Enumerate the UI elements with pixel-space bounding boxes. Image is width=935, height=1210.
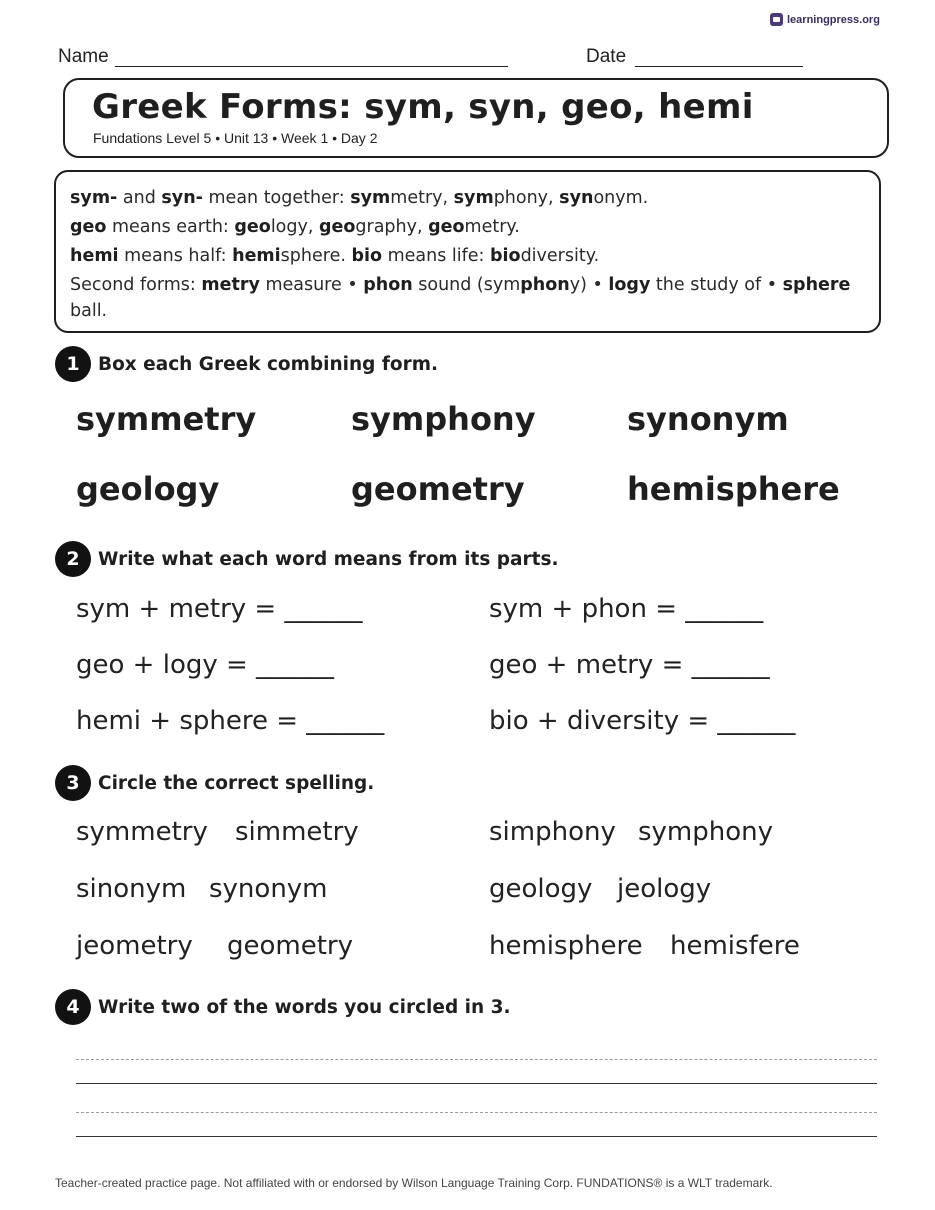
brand-link[interactable]	[770, 13, 880, 26]
info-line-hemi-bio: hemi means half: hemisphere. bio means life: biodiversity.	[70, 246, 600, 266]
spelling-option[interactable]: jeology	[617, 874, 712, 904]
section-2-heading	[55, 541, 559, 577]
spelling-option[interactable]: geometry	[227, 931, 354, 961]
spelling-option[interactable]: geology	[489, 874, 593, 904]
section-4-heading	[55, 989, 510, 1025]
box-word[interactable]: geology	[76, 470, 220, 508]
box-word[interactable]: hemisphere	[627, 470, 840, 508]
spelling-option[interactable]: symphony	[638, 817, 774, 847]
equation-blank[interactable]: sym + metry = ______	[76, 594, 363, 624]
section-3-heading	[55, 765, 374, 801]
equation-blank[interactable]: hemi + sphere = ______	[76, 706, 385, 736]
date-label: Date	[586, 46, 627, 67]
box-word[interactable]: symphony	[351, 400, 536, 438]
section-number: 1	[55, 346, 91, 382]
spelling-option[interactable]: hemisfere	[670, 931, 800, 961]
spelling-option[interactable]: sinonym	[76, 874, 187, 904]
writing-midline	[76, 1059, 877, 1060]
writing-baseline[interactable]	[76, 1083, 877, 1084]
writing-midline	[76, 1112, 877, 1113]
writing-baseline[interactable]	[76, 1136, 877, 1137]
equation-blank[interactable]: geo + logy = ______	[76, 650, 335, 680]
name-label: Name	[58, 46, 109, 67]
section-number: 3	[55, 765, 91, 801]
section-instruction: Write what each word means from its parts.	[98, 548, 559, 570]
section-instruction: Box each Greek combining form.	[98, 353, 439, 375]
info-line-second-forms: Second forms: metry measure • phon sound (symphony) • logy the study of • sphere ball.	[70, 275, 851, 321]
spelling-option[interactable]: hemisphere	[489, 931, 643, 961]
section-instruction: Write two of the words you circled in 3.	[98, 996, 511, 1018]
box-word[interactable]: geometry	[351, 470, 525, 508]
info-line-geo: geo means earth: geology, geography, geometry.	[70, 217, 520, 237]
section-number: 4	[55, 989, 91, 1025]
date-field[interactable]	[635, 66, 803, 67]
page-subtitle: Fundations Level 5 • Unit 13 • Week 1 • Day 2	[93, 130, 378, 146]
info-box	[54, 170, 881, 333]
equation-blank[interactable]: bio + diversity = ______	[489, 706, 796, 736]
info-line-sym-syn: sym- and syn- mean together: symmetry, symphony, synonym.	[70, 188, 649, 208]
spelling-option[interactable]: simmetry	[235, 817, 359, 847]
box-word[interactable]: synonym	[627, 400, 789, 438]
section-instruction: Circle the correct spelling.	[98, 772, 375, 794]
title-box	[63, 78, 889, 158]
spelling-option[interactable]: symmetry	[76, 817, 208, 847]
section-1-heading	[55, 346, 438, 382]
name-field[interactable]	[115, 66, 508, 67]
chat-bubble-icon	[770, 13, 783, 26]
spelling-option[interactable]: simphony	[489, 817, 616, 847]
section-number: 2	[55, 541, 91, 577]
equation-blank[interactable]: sym + phon = ______	[489, 594, 764, 624]
box-word[interactable]: symmetry	[76, 400, 257, 438]
page-title: Greek Forms: sym, syn, geo, hemi	[92, 87, 754, 127]
spelling-option[interactable]: synonym	[209, 874, 328, 904]
footer-disclaimer: Teacher-created practice page. Not affiliated with or endorsed by Wilson Language Training Corp. FUNDATIONS® is a WLT trademark.	[55, 1176, 773, 1190]
equation-blank[interactable]: geo + metry = ______	[489, 650, 770, 680]
name-date-row	[58, 46, 818, 70]
brand-text: learningpress.org	[787, 13, 880, 26]
spelling-option[interactable]: jeometry	[76, 931, 193, 961]
